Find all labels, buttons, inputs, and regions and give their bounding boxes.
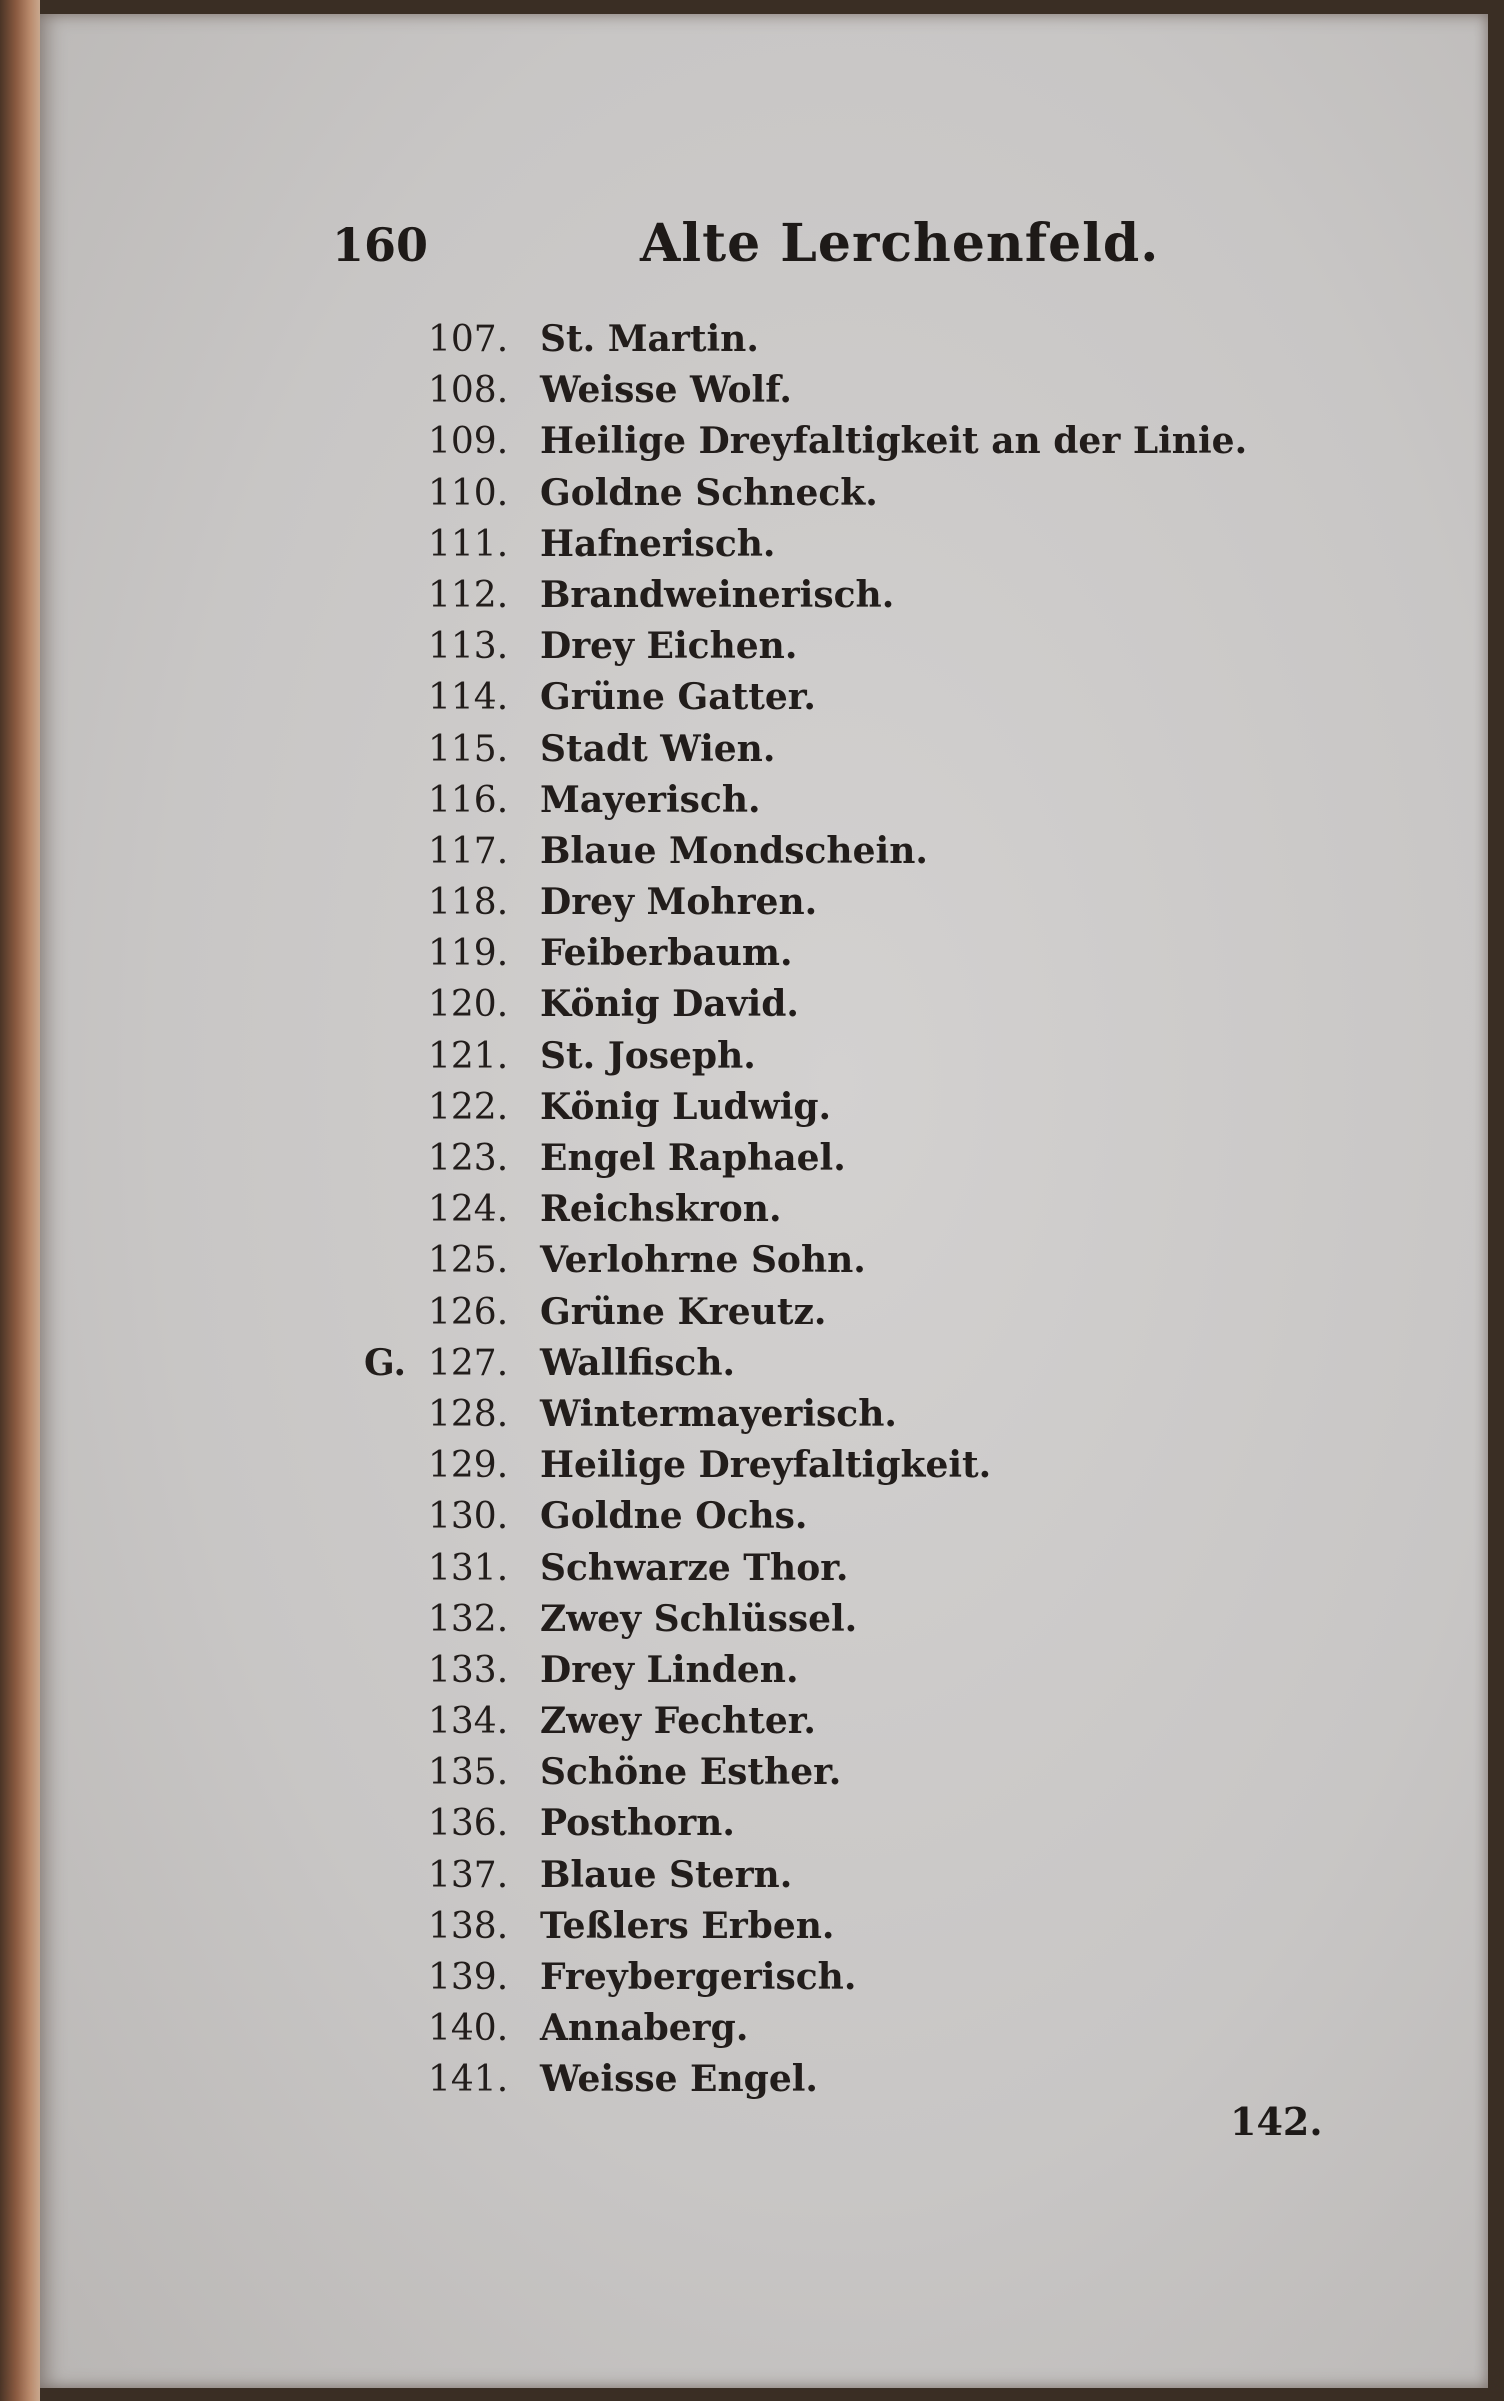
list-item [330,928,1230,979]
entry-name: Goldne Schneck. [540,471,878,514]
book-spine-edge [0,0,40,2401]
list-item [330,979,1230,1030]
list-item [330,1645,1230,1696]
list-item [330,1952,1230,2003]
entry-name: Mayerisch. [540,778,761,821]
list-item [330,1082,1230,1133]
entry-number: 135. [428,1752,509,1794]
entry-name: Blaue Stern. [540,1853,793,1896]
book-page [40,14,1488,2388]
entry-number: 124. [428,1189,509,1231]
entry-name: Brandweinerisch. [540,573,895,616]
entry-number: 109. [428,421,509,463]
list-item [330,724,1230,775]
entry-name: Teßlers Erben. [540,1904,835,1947]
entry-number: 140. [428,2008,509,2050]
list-item [330,877,1230,928]
entry-name: Hafnerisch. [540,522,776,565]
entry-number: 139. [428,1957,509,1998]
list-item [330,2003,1230,2054]
entry-number: 129. [428,1445,509,1487]
list-item [330,1491,1230,1542]
list-item [330,621,1230,672]
list-item [330,468,1230,519]
entry-name: Drey Mohren. [540,881,818,924]
entry-number: 127. [428,1342,509,1384]
list-item [330,416,1248,467]
list-item [330,2054,1230,2105]
list-item [330,1338,1230,1389]
list-item [330,672,1230,723]
entry-number: 116. [428,779,509,821]
entry-name: Heilige Dreyfaltigkeit. [540,1444,992,1487]
list-item [330,1287,1230,1338]
entry-number: 131. [428,1547,509,1589]
list-item [330,314,1230,365]
entry-name: Engel Raphael. [540,1137,846,1179]
entry-number: 134. [428,1701,509,1743]
list-item [330,775,1230,826]
entry-number: 126. [428,1291,509,1333]
entry-name: Feiberbaum. [540,932,793,975]
list-item [330,1696,1230,1747]
entry-name: Wintermayerisch. [540,1392,897,1435]
list-item [330,1594,1230,1645]
entry-name: St. Joseph. [540,1034,756,1077]
entry-number: 110. [428,472,509,514]
entry-number: 113. [428,626,509,668]
list-item [330,1850,1230,1901]
entry-number: 122. [428,1086,509,1128]
entry-number: 121. [428,1035,509,1077]
entry-number: 123. [428,1138,509,1179]
list-item [330,1389,1230,1440]
list-item [330,1031,1230,1082]
list-item [330,1440,1230,1491]
entry-number: 111. [428,523,509,565]
entry-name: Zwey Schlüssel. [540,1597,858,1640]
entry-name: Grüne Kreutz. [540,1290,827,1333]
list-item [330,519,1230,570]
page-number: 160 [332,218,429,272]
entry-name: Wallfisch. [540,1341,736,1384]
entry-number: 130. [428,1496,509,1538]
entry-name: Verlohrne Sohn. [540,1239,866,1282]
entry-number: 128. [428,1393,509,1435]
list-item [330,365,1230,416]
entry-mark: G. [364,1341,406,1384]
list-item [330,1235,1230,1286]
entry-name: Weisse Engel. [540,2058,818,2101]
entry-name: Blaue Mondschein. [540,829,928,872]
entry-number: 107. [428,319,509,360]
entry-name: Drey Eichen. [540,625,798,668]
list-item [330,1543,1230,1594]
entry-name: Posthorn. [540,1802,735,1845]
entry-number: 119. [428,933,509,975]
page-title: Alte Lerchenfeld. [640,213,1160,274]
entry-name: Reichskron. [540,1188,782,1231]
catchword: 142. [1230,2099,1323,2144]
list-item [330,570,1230,621]
entry-number: 112. [428,574,509,616]
list-item [330,1798,1230,1849]
entry-name: Zwey Fechter. [540,1700,816,1743]
entry-number: 136. [428,1803,509,1845]
entry-number: 120. [428,984,509,1026]
entry-list [330,314,1248,2106]
entry-number: 125. [428,1240,509,1282]
entry-name: Goldne Ochs. [540,1495,808,1538]
list-item [330,1901,1230,1952]
entry-number: 141. [428,2059,509,2101]
entry-name: St. Martin. [540,318,759,360]
entry-name: Schwarze Thor. [540,1546,849,1589]
list-item [330,1747,1230,1798]
entry-name: Annaberg. [540,2007,749,2050]
list-item [330,826,1230,877]
list-item [330,1133,1230,1184]
entry-number: 114. [428,677,509,719]
entry-number: 117. [428,830,509,872]
entry-name: Heilige Dreyfaltigkeit an der Linie. [540,420,1248,463]
entry-number: 118. [428,882,509,924]
entry-number: 137. [428,1854,509,1896]
entry-number: 133. [428,1649,509,1691]
entry-name: Schöne Esther. [540,1751,842,1794]
entry-number: 115. [428,728,509,770]
entry-number: 132. [428,1598,509,1640]
entry-name: Stadt Wien. [540,727,776,770]
entry-name: Freybergerisch. [540,1956,857,1998]
entry-number: 138. [428,1905,509,1947]
entry-name: Grüne Gatter. [540,676,816,719]
entry-name: König David. [540,983,799,1026]
entry-number: 108. [428,370,509,412]
list-item [330,1184,1230,1235]
entry-name: Drey Linden. [540,1648,799,1691]
entry-name: König Ludwig. [540,1085,832,1128]
entry-name: Weisse Wolf. [540,369,792,412]
